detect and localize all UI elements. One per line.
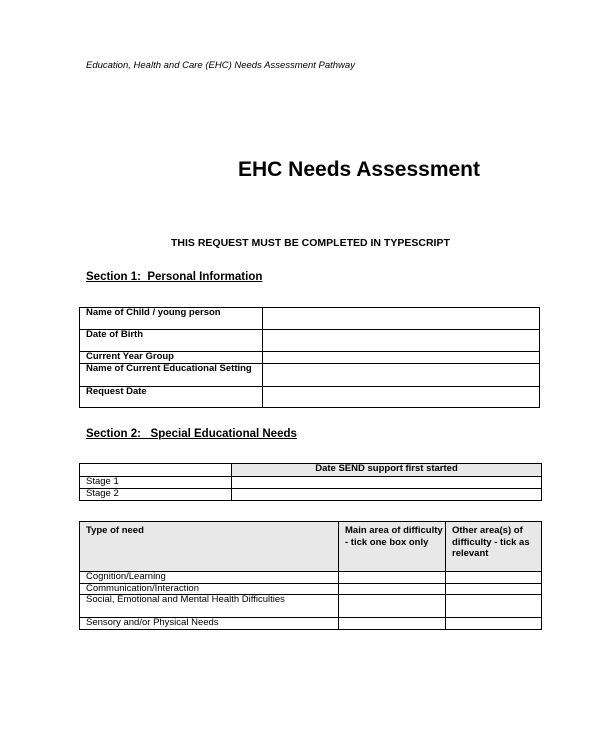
table-row	[80, 308, 540, 330]
stage-1-label: Stage 1	[80, 477, 232, 489]
date-of-birth-label: Date of Birth	[80, 330, 263, 352]
stage-2-date-field[interactable]	[232, 489, 542, 501]
table-row	[80, 595, 542, 618]
other-area-tick-cell[interactable]	[446, 595, 542, 618]
other-area-tick-cell[interactable]	[446, 572, 542, 584]
table-header-row	[80, 464, 542, 477]
main-area-tick-cell[interactable]	[339, 572, 446, 584]
send-support-table	[79, 463, 542, 501]
need-sensory-physical: Sensory and/or Physical Needs	[80, 618, 339, 630]
table-row	[80, 330, 540, 352]
send-support-date-header: Date SEND support first started	[232, 464, 542, 477]
typescript-instruction: THIS REQUEST MUST BE COMPLETED IN TYPESCRIPT	[171, 237, 450, 249]
type-of-need-header: Type of need	[80, 522, 339, 572]
main-area-header: Main area of difficulty - tick one box only	[339, 522, 446, 572]
name-of-child-field[interactable]	[263, 308, 540, 330]
stage-1-date-field[interactable]	[232, 477, 542, 489]
request-date-label: Request Date	[80, 386, 263, 407]
personal-information-table	[79, 307, 540, 408]
need-social-emotional-mental-health: Social, Emotional and Mental Health Difficulties	[80, 595, 339, 618]
table-row	[80, 572, 542, 584]
need-cognition-learning: Cognition/Learning	[80, 572, 339, 584]
other-areas-header: Other area(s) of difficulty - tick as relevant	[446, 522, 542, 572]
main-area-tick-cell[interactable]	[339, 583, 446, 595]
document-title: EHC Needs Assessment	[238, 158, 480, 181]
other-area-tick-cell[interactable]	[446, 583, 542, 595]
table-header-row	[80, 522, 542, 572]
type-of-need-table	[79, 521, 542, 630]
section-1-heading: Section 1: Personal Information	[86, 271, 263, 283]
table-row	[80, 477, 542, 489]
main-area-tick-cell[interactable]	[339, 595, 446, 618]
pathway-header: Education, Health and Care (EHC) Needs Assessment Pathway	[86, 60, 355, 71]
table-row	[80, 352, 540, 364]
main-area-tick-cell[interactable]	[339, 618, 446, 630]
table-row	[80, 386, 540, 407]
table-row	[80, 583, 542, 595]
need-communication-interaction: Communication/Interaction	[80, 583, 339, 595]
table-row	[80, 618, 542, 630]
table-row	[80, 363, 540, 386]
section-2-heading: Section 2: Special Educational Needs	[86, 428, 297, 440]
educational-setting-label: Name of Current Educational Setting	[80, 363, 263, 386]
request-date-field[interactable]	[263, 386, 540, 407]
current-year-group-label: Current Year Group	[80, 352, 263, 364]
other-area-tick-cell[interactable]	[446, 618, 542, 630]
stage-2-label: Stage 2	[80, 489, 232, 501]
date-of-birth-field[interactable]	[263, 330, 540, 352]
educational-setting-field[interactable]	[263, 363, 540, 386]
current-year-group-field[interactable]	[263, 352, 540, 364]
table-row	[80, 489, 542, 501]
name-of-child-label: Name of Child / young person	[80, 308, 263, 330]
stage-header-cell	[80, 464, 232, 477]
